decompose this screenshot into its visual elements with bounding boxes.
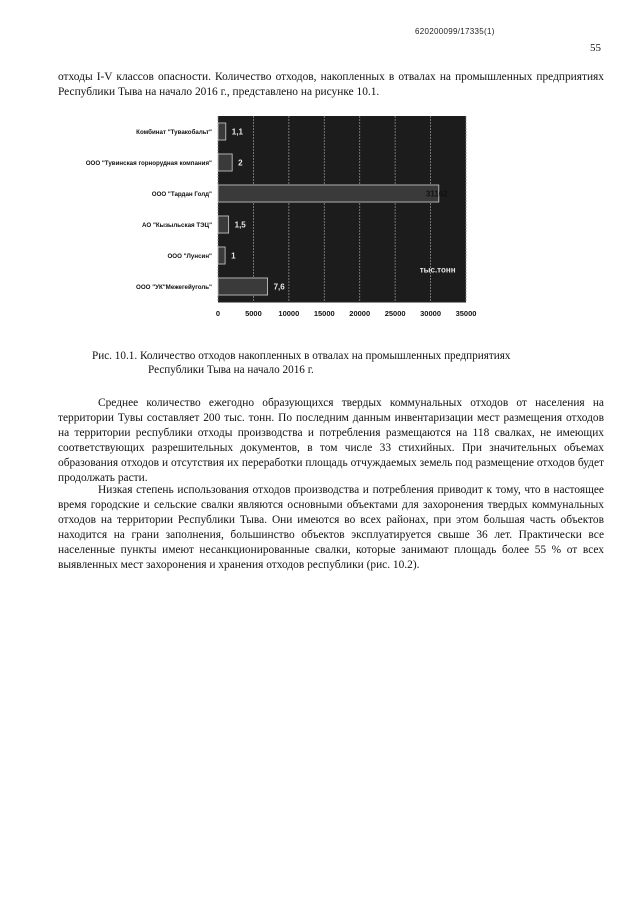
x-tick-label: 20000 (349, 309, 371, 318)
data-label: 1,1 (231, 127, 243, 137)
category-label: АО "Кызыльская ТЭЦ" (142, 222, 212, 229)
paragraph-1: Среднее количество ежегодно образующихся твердых коммунальных отходов от населения на территории Тувы составляет 200 тыс. тонн. По последним данным инвентаризации мест размещения отходов на территории республики отходы производства и потребления размещаются на 118 свалках, не имеющих соответствующих разрешительных документов, в том числе 33 стихийных. При значительных объемах образования отходов и отсутствия их переработки площадь отчуждаемых земель под размещение отходов будет продолжать расти. (58, 397, 604, 484)
figure-caption (92, 349, 562, 377)
x-tick-label: 15000 (313, 309, 335, 318)
waste-chart (85, 108, 488, 324)
x-tick-label: 10000 (278, 309, 300, 318)
unit-label: тыс.тонн (419, 265, 456, 275)
data-label: 31162 (425, 189, 448, 199)
bar (218, 247, 225, 264)
page-number: 55 (590, 42, 601, 54)
x-tick-label: 35000 (455, 309, 477, 318)
paragraph-2: Низкая степень использования отходов производства и потребления приводит к тому, что в настоящее время городские и сельские свалки являются основными объектами для захоронения твердых коммунальных отходов на территории Республики Тыва. Они имеются во всех районах, при этом большая часть объектов находится на грани заполнения, большинство объектов эксплуатируется свыше 36 лет. Практически все населенные пункты имеют несанкционированные свалки, которые занимают площадь более 55 % от всех выявленных мест захоронения и хранения отходов республики (рис. 10.2). (58, 484, 604, 571)
category-label: ООО "Лунсин" (167, 253, 212, 260)
caption-line1: Количество отходов накопленных в отвалах на промышленных предприятиях (139, 350, 511, 362)
category-label: Комбинат "Тувакобальт" (136, 129, 212, 136)
data-label: 1 (231, 251, 236, 261)
data-label: 1,5 (234, 220, 246, 230)
bar (218, 278, 268, 295)
bar (218, 154, 232, 171)
caption-label: Рис. 10.1. (92, 350, 138, 362)
bar (218, 216, 229, 233)
caption-line2: Республики Тыва на начало 2016 г. (148, 364, 314, 376)
x-tick-label: 5000 (245, 309, 262, 318)
intro-paragraph: отходы I-V классов опасности. Количество отходов, накопленных в отвалах на промышленных предприятиях Республики Тыва на начало 2016 г., представлено на рисунке 10.1. (58, 71, 604, 98)
waste-chart-svg (85, 108, 488, 324)
category-label: ООО "УК"Межегейуголь" (136, 284, 212, 291)
data-label: 2 (238, 158, 243, 168)
bar (218, 123, 226, 140)
document-id: 620200099/17335(1) (415, 27, 495, 36)
x-tick-label: 25000 (384, 309, 406, 318)
x-tick-label: 0 (215, 309, 221, 318)
x-tick-label: 30000 (420, 309, 442, 318)
data-label: 7,6 (273, 282, 285, 292)
category-label: ООО "Тардан Голд" (151, 191, 212, 198)
bar (218, 185, 439, 202)
category-label: ООО "Тувинская горнорудная компания" (85, 160, 212, 167)
